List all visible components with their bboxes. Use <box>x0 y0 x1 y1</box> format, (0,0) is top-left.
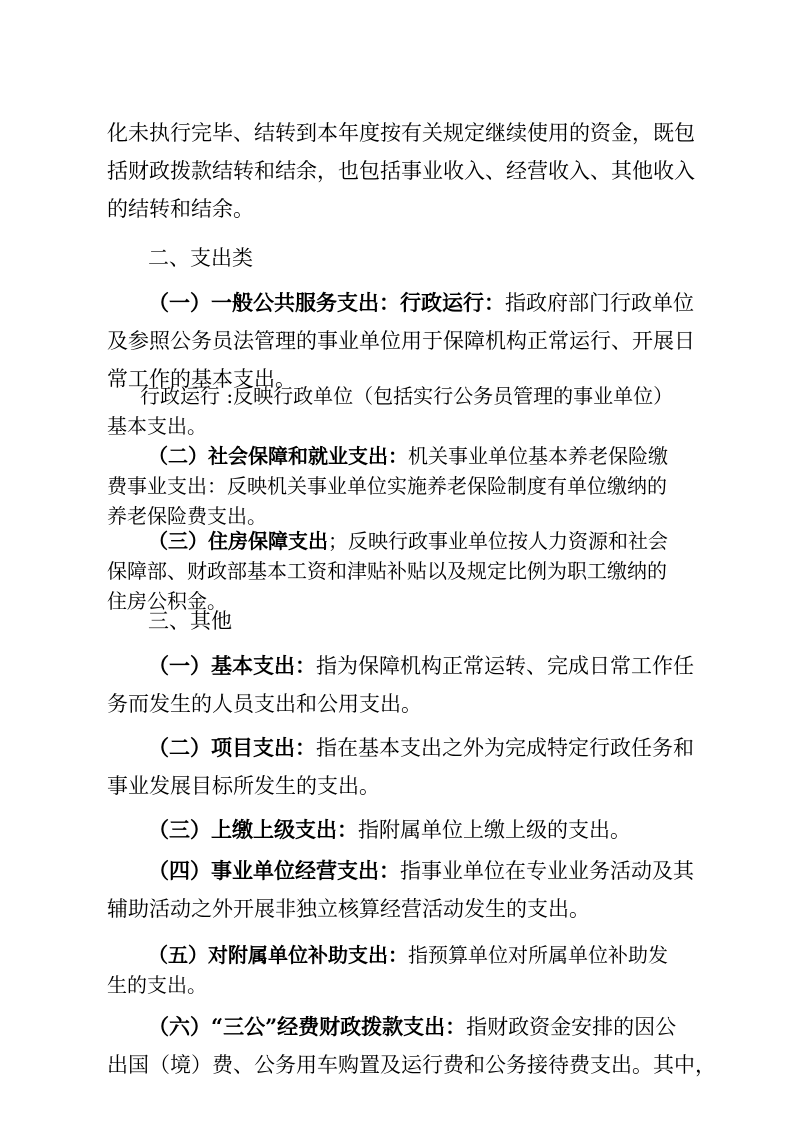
paragraph-administrative-operation <box>107 381 673 441</box>
paragraph-three-public-expenses <box>107 1008 716 1084</box>
text-span: 机关事业单位基本养老保险缴 <box>408 444 668 468</box>
text-line: 括财政拨款结转和结余，也包括事业收入、经营收入、其他收入 <box>107 159 695 183</box>
text-line: 养老保险费支出。 <box>107 504 267 528</box>
item-title: （一）基本支出： <box>148 653 316 678</box>
paragraph-subsidiary-subsidy <box>107 940 668 1000</box>
paragraph-project-expenditure <box>107 729 694 805</box>
text-line: 化未执行完毕、结转到本年度按有关规定继续使用的资金，既包 <box>107 121 695 145</box>
item-title: （一）一般公共服务支出：行政运行： <box>148 290 505 315</box>
text-line: 辅助活动之外开展非独立核算经营活动发生的支出。 <box>107 897 590 921</box>
text-span: ；反映行政事业单位按人力资源和社会 <box>328 529 668 553</box>
text-span: 指附属单位上缴上级的支出。 <box>358 818 631 842</box>
item-title: （六）“三公”经费财政拨款支出： <box>148 1014 467 1039</box>
item-title: （五）对附属单位补助支出： <box>148 943 408 967</box>
text-span: 指为保障机构正常运转、完成日常工作任 <box>316 654 694 678</box>
paragraph-basic-expenditure <box>107 647 694 723</box>
item-title: （二）项目支出： <box>148 735 316 760</box>
text-line: 的结转和结余。 <box>107 197 254 221</box>
paragraph-business-operation-expenditure <box>107 852 694 928</box>
text-line: 事业发展目标所发生的支出。 <box>107 774 380 798</box>
text-line: 出国（境）费、公务用车购置及运行费和公务接待费支出。其中， <box>107 1053 716 1077</box>
text-span: 指事业单位在专业业务活动及其 <box>400 859 694 883</box>
text-line: 务而发生的人员支出和公用支出。 <box>107 692 422 716</box>
text-span: 指在基本支出之外为完成特定行政任务和 <box>316 736 694 760</box>
text-line: 住房公积金。 <box>107 589 227 613</box>
paragraph-remittance-expenditure <box>107 811 631 849</box>
item-title: （三）住房保障支出 <box>148 529 328 553</box>
text-span: 指预算单位对所属单位补助发 <box>408 943 668 967</box>
text-line: 行政运行 :反映行政单位（包括实行公务员管理的事业单位） <box>140 384 674 408</box>
text-line: 费事业支出：反映机关事业单位实施养老保险制度有单位缴纳的 <box>107 474 667 498</box>
text-line: 生的支出。 <box>107 973 207 997</box>
text-line: 及参照公务员法管理的事业单位用于保障机构正常运行、开展日 <box>107 329 695 353</box>
section-heading-expenditure: 二、支出类 <box>148 246 253 270</box>
item-title: （二）社会保障和就业支出： <box>148 444 408 468</box>
text-line: 基本支出。 <box>107 414 207 438</box>
text-line: 保障部、财政部基本工资和津贴补贴以及规定比例为职工缴纳的 <box>107 559 667 583</box>
paragraph-carryover <box>107 114 695 228</box>
text-span: 指政府部门行政单位 <box>505 291 694 315</box>
text-line: 常工作的基本支出。 <box>107 367 296 391</box>
section-heading-other: 三、其他 <box>148 609 232 633</box>
item-title: （四）事业单位经营支出： <box>148 858 400 883</box>
item-title: （三）上缴上级支出： <box>148 817 358 842</box>
paragraph-social-security <box>107 441 668 531</box>
text-span: 指财政资金安排的因公 <box>466 1015 677 1039</box>
